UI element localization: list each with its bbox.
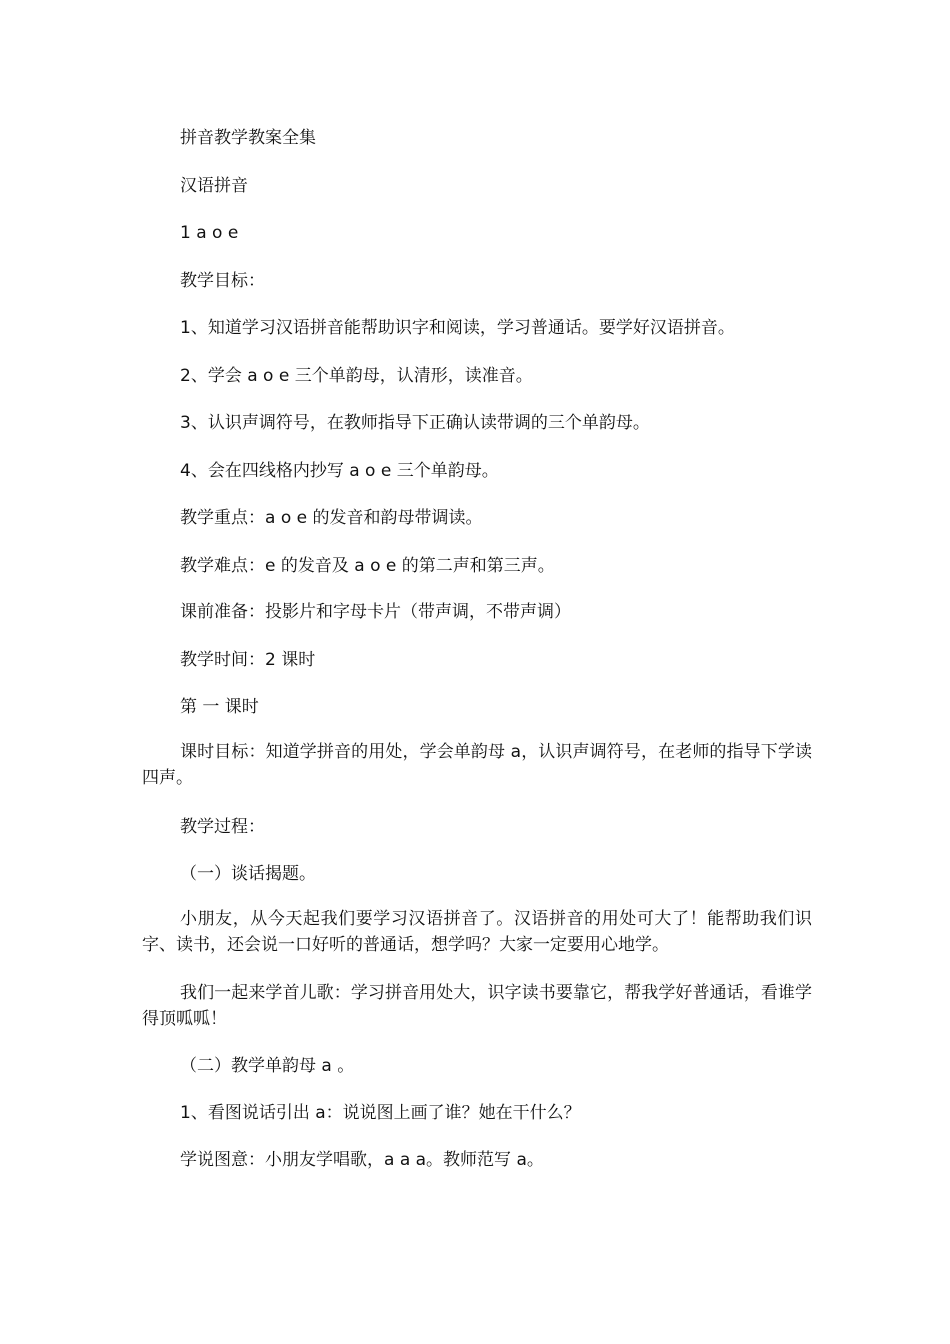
- period-goal-paragraph: 课时目标：知道学拼音的用处，学会单韵母 a，认识声调符号，在老师的指导下学读四声。: [142, 742, 812, 788]
- step-two-heading: （二）教学单韵母 a 。: [180, 1056, 355, 1076]
- step-one-heading: （一）谈话揭题。: [180, 864, 316, 884]
- song-paragraph: 我们一起来学首儿歌：学习拼音用处大，识字读书要靠它，帮我学好普通话，看谁学得顶呱呱！: [142, 983, 812, 1029]
- objective-item-2: 2、学会 a o e 三个单韵母，认清形，读准音。: [180, 366, 533, 386]
- duration: 教学时间：2 课时: [180, 650, 316, 670]
- objective-item-4: 4、会在四线格内抄写 a o e 三个单韵母。: [180, 461, 499, 481]
- objectives-label: 教学目标：: [180, 271, 265, 291]
- objective-item-3: 3、认识声调符号，在教师指导下正确认读带调的三个单韵母。: [180, 413, 650, 433]
- picture-meaning: 学说图意：小朋友学唱歌，a a a。教师范写 a。: [180, 1150, 544, 1170]
- lesson-heading: 1 a o e: [180, 223, 239, 243]
- difficulty: 教学难点：e 的发音及 a o e 的第二声和第三声。: [180, 556, 555, 576]
- document-title: 拼音教学教案全集: [180, 128, 316, 148]
- period-heading: 第 一 课时: [180, 697, 259, 717]
- intro-paragraph: 小朋友，从今天起我们要学习汉语拼音了。汉语拼音的用处可大了！能帮助我们识字、读书，还会说一口好听的普通话，想学吗？大家一定要用心地学。: [142, 909, 812, 955]
- process-label: 教学过程：: [180, 817, 265, 837]
- step-two-item: 1、看图说话引出 a：说说图上画了谁？她在干什么？: [180, 1103, 581, 1123]
- preparation: 课前准备：投影片和字母卡片（带声调，不带声调）: [180, 602, 571, 622]
- objective-item-1: 1、知道学习汉语拼音能帮助识字和阅读，学习普通话。要学好汉语拼音。: [180, 318, 735, 338]
- key-point: 教学重点：a o e 的发音和韵母带调读。: [180, 508, 483, 528]
- section-heading-pinyin: 汉语拼音: [180, 176, 248, 196]
